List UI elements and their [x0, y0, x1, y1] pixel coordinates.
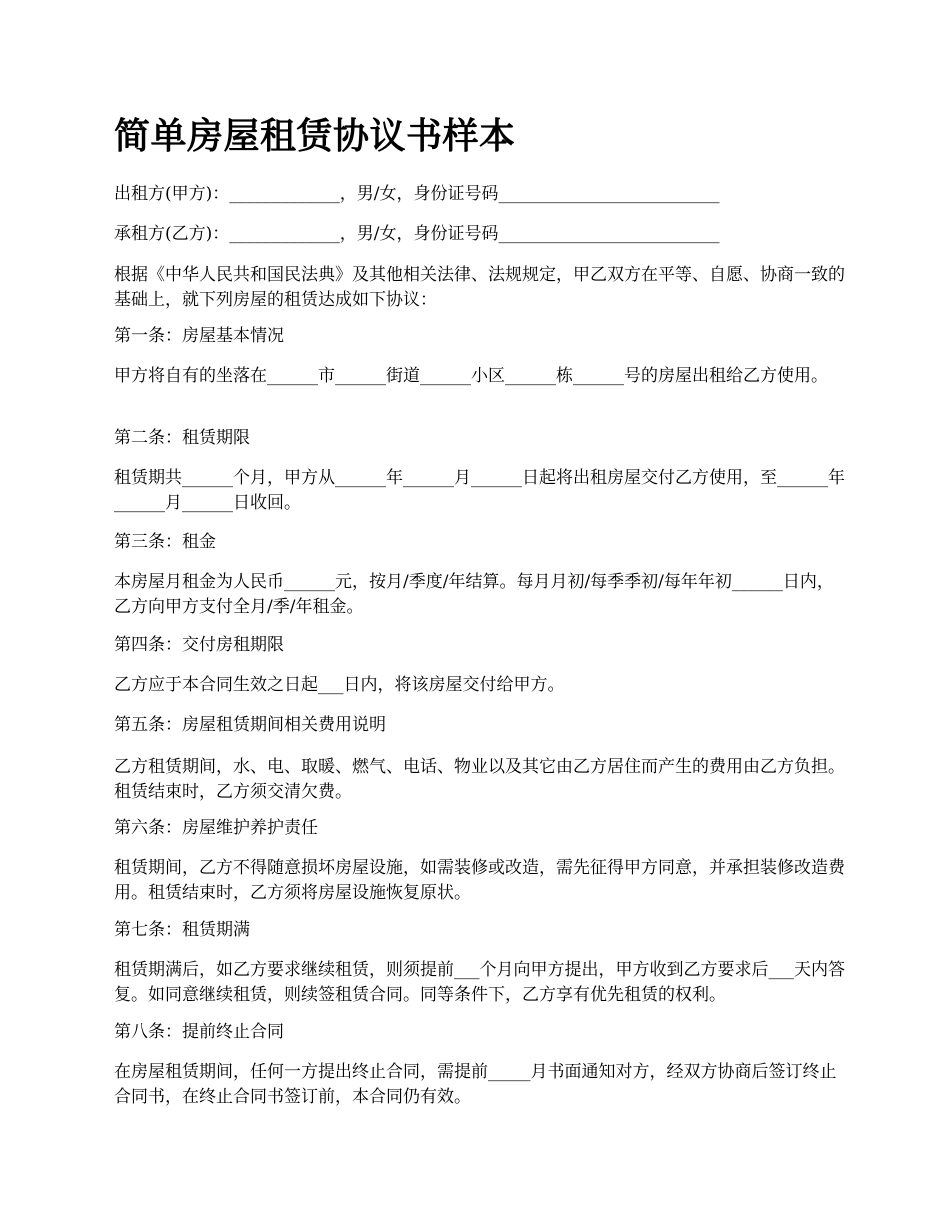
article-7-body: 租赁期满后，如乙方要求继续租赁，则须提前___个月向甲方提出，甲方收到乙方要求后___天内答复。如同意继续租赁，则续签租赁合同。同等条件下，乙方享有优先租赁的权利。	[114, 960, 845, 1005]
article-4-heading: 第四条：交付房租期限	[114, 635, 284, 655]
article-6-heading: 第六条：房屋维护养护责任	[114, 818, 318, 838]
article-4-body: 乙方应于本合同生效之日起___日内，将该房屋交付给甲方。	[114, 675, 565, 695]
article-2-body: 租赁期共______个月，甲方从______年______月______日起将出租房屋交付乙方使用，至______年______月______日收回。	[114, 468, 845, 513]
article-5-heading: 第五条：房屋租赁期间相关费用说明	[114, 715, 386, 735]
article-1-body: 甲方将自有的坐落在______市______街道______小区______栋______号的房屋出租给乙方使用。	[114, 366, 828, 386]
article-2-heading: 第二条：租赁期限	[114, 428, 250, 448]
preamble-paragraph: 根据《中华人民共和国民法典》及其他相关法律、法规规定，甲乙双方在平等、自愿、协商一致的基础上，就下列房屋的租赁达成如下协议：	[114, 265, 845, 310]
article-7-heading: 第七条：租赁期满	[114, 920, 250, 940]
article-8-body: 在房屋租赁期间，任何一方提出终止合同，需提前_____月书面通知对方，经双方协商后签订终止合同书，在终止合同书签订前，本合同仍有效。	[114, 1062, 837, 1107]
article-8-heading: 第八条：提前终止合同	[114, 1022, 284, 1042]
article-6-body: 租赁期间，乙方不得随意损坏房屋设施，如需装修或改造，需先征得甲方同意，并承担装修改造费用。租赁结束时，乙方须将房屋设施恢复原状。	[114, 858, 845, 903]
article-3-body: 本房屋月租金为人民币______元，按月/季度/年结算。每月月初/每季季初/每年年初______日内，乙方向甲方支付全月/季/年租金。	[114, 572, 834, 617]
lessor-line: 出租方(甲方)：_____________，男/女，身份证号码__________________________	[114, 184, 720, 204]
article-3-heading: 第三条：租金	[114, 532, 216, 552]
article-1-heading: 第一条：房屋基本情况	[114, 326, 284, 346]
article-5-body: 乙方租赁期间，水、电、取暖、燃气、电话、物业以及其它由乙方居住而产生的费用由乙方负担。租赁结束时，乙方须交清欠费。	[114, 757, 845, 802]
document-title: 简单房屋租赁协议书样本	[114, 115, 516, 157]
lessee-line: 承租方(乙方)：_____________，男/女，身份证号码__________________________	[114, 224, 720, 244]
